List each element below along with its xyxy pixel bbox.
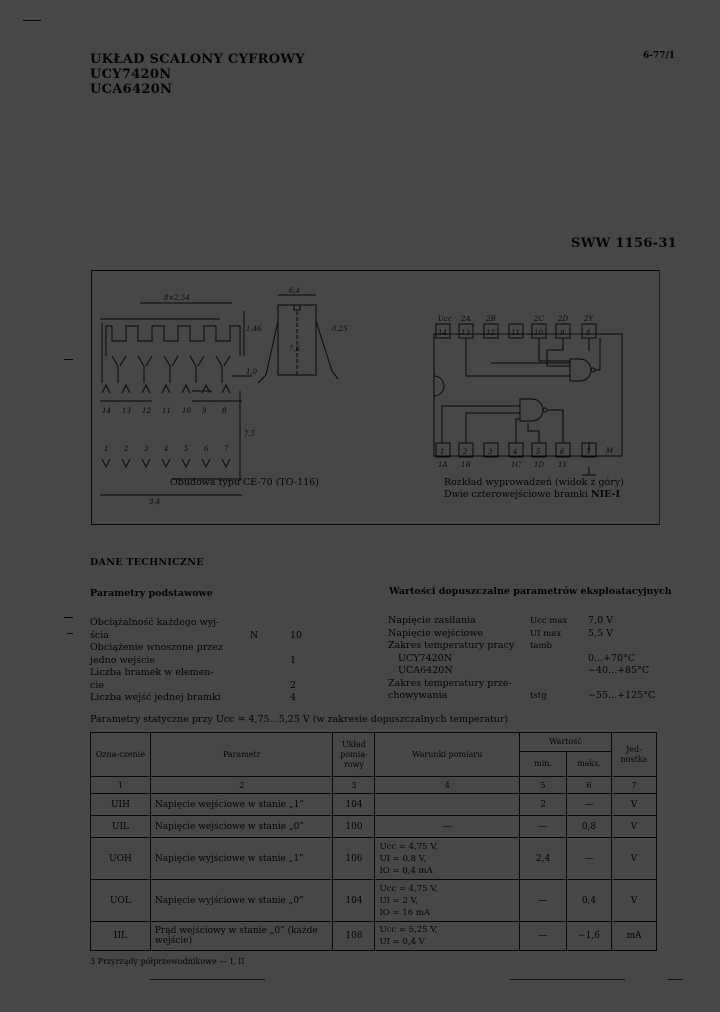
svg-text:3: 3 [488,448,493,456]
title-line: UKŁAD SCALONY CYFROWY [90,52,305,67]
package-end-view [258,287,348,383]
param-row: cie 2 [90,679,297,691]
bottom-rule [510,979,625,980]
nand-gate-2 [570,359,591,381]
svg-text:7: 7 [586,448,591,456]
svg-text:5: 5 [184,445,189,453]
param-row: Liczba bramek w elemen- [90,667,214,678]
svg-text:0,25: 0,25 [332,325,348,333]
table-row: IIL Prąd wejściowy w stanie „0” (każde wejście) 108 Ucc = 5,25 V, UI = 0,4 V — −1,6 mA [91,922,657,951]
package-side-view [100,294,262,391]
svg-text:2A: 2A [461,315,471,323]
limit-row: Zakres temperatury prze- [388,677,512,689]
col-unit: Jed-nostka [611,733,656,777]
static-params-table [90,732,657,951]
part-number-ucy: UCY7420N [90,67,172,82]
col-designation: Ozna-czenie [91,733,151,777]
col-value: Wartość [520,733,612,752]
svg-text:12: 12 [142,407,151,415]
svg-text:8: 8 [586,329,591,337]
section-title: DANE TECHNICZNE [90,557,204,568]
svg-text:1: 1 [440,448,445,456]
svg-text:12: 12 [486,329,495,337]
svg-text:7,6: 7,6 [289,345,301,353]
svg-text:1Y: 1Y [558,461,568,469]
pinout-diagram [434,315,622,475]
pinout-caption-line1: Rozkład wyprowadzeń (widok z góry) [444,477,624,488]
svg-text:10: 10 [182,407,191,415]
limits-heading: Wartości dopuszczalne parametrów eksploatacyjnych [389,586,672,597]
table-row: UIL Napięcie wejściowe w stanie „0” 100 — — 0,8 V [91,816,657,838]
col-max: maks. [567,752,612,777]
margin-mark [67,633,73,634]
gate-type: NIE-I [591,489,620,500]
svg-text:3,4: 3,4 [149,498,161,506]
svg-text:6: 6 [560,448,565,456]
svg-text:1: 1 [104,445,109,453]
table-row: UOH Napięcie wyjściowe w stanie „1” 106 Ucc = 4,75 V, UI = 0,8 V, IO = 0,4 mA 2,4 — V [91,838,657,880]
bottom-rule [150,979,265,980]
limit-row: Napięcie wejściowe UI max 5,5 V [388,627,613,639]
margin-mark [64,359,73,360]
bottom-rule [668,979,683,980]
basic-params-list [90,617,305,705]
col-parameter: Parametr [150,733,333,777]
col-circuit: Układ pomia-rowy [333,733,375,777]
document-title [90,52,305,97]
param-row: jedno wejście 1 [90,654,297,666]
table-header-row [91,733,657,752]
svg-text:14: 14 [438,329,447,337]
col-min: min. [520,752,567,777]
svg-text:2C: 2C [534,315,544,323]
param-row: ścia N 10 [90,629,303,641]
param-row: Obciążalność każdego wyj- [90,617,220,628]
svg-text:4: 4 [164,445,169,453]
svg-text:8×2,54: 8×2,54 [164,294,190,302]
svg-text:1B: 1B [461,461,471,469]
svg-text:M: M [606,447,614,455]
pinout-caption-line2 [444,489,620,500]
svg-text:1,46: 1,46 [246,325,262,333]
svg-text:2: 2 [463,448,468,456]
limits-list [388,615,668,703]
svg-text:10: 10 [534,329,543,337]
nand-gate-1 [520,399,543,421]
svg-text:14: 14 [102,407,111,415]
basic-params-heading: Parametry podstawowe [90,588,213,599]
svg-text:9: 9 [560,329,565,337]
svg-text:2Y: 2Y [584,315,594,323]
table-row: UOL Napięcie wyjściowe w stanie „0” 104 Ucc = 4,75 V, UI = 2 V, IO = 16 mA — 0,4 V [91,880,657,922]
svg-text:13: 13 [122,407,131,415]
limit-row: Zakres temperatury pracy tamb [388,640,552,651]
page-number: 6-77/1 [643,51,676,61]
svg-text:1,0: 1,0 [246,368,258,376]
svg-text:13: 13 [461,329,470,337]
svg-text:9: 9 [202,407,207,415]
svg-text:6,4: 6,4 [289,287,301,295]
svg-text:11: 11 [511,329,520,337]
svg-text:2B: 2B [486,315,496,323]
svg-text:1C: 1C [511,461,521,469]
svg-text:1D: 1D [534,461,545,469]
svg-text:2D: 2D [558,315,569,323]
footnote: 3 Przyrządy półprzewodnikowe — I, II [90,957,245,966]
svg-text:5: 5 [536,448,541,456]
param-row: Liczba wejść jednej bramki 4 [90,692,297,703]
svg-text:1A: 1A [438,461,448,469]
svg-text:2: 2 [124,445,129,453]
svg-text:7: 7 [224,445,229,453]
package-caption: Obudowa typu CE-70 (TO-116) [170,477,319,488]
limit-row: UCY7420N 0...+70°C [398,652,636,664]
part-number-uca: UCA6420N [90,82,173,97]
standard-code: SWW 1156-31 [571,236,678,251]
corner-mark [23,20,41,21]
limit-row: UCA6420N −40...+85°C [398,665,650,676]
svg-text:6: 6 [204,445,209,453]
limit-row: chowywania tstg −55...+125°C [388,690,656,701]
table-row: UIH Napięcie wejściowe w stanie „1” 104 2 — V [91,794,657,816]
svg-text:4: 4 [513,448,518,456]
figure-panel [91,270,660,525]
margin-mark [64,617,73,618]
col-conditions: Warunki pomiaru [375,733,520,777]
svg-text:3: 3 [144,445,149,453]
svg-text:Ucc: Ucc [438,315,452,323]
param-row: Obciążenie wnoszone przez [90,642,223,653]
column-number-row: 1 2 3 4 5 6 7 [91,777,657,794]
pinout-caption-text: Dwie czterowejściowe bramki [444,489,591,500]
static-params-title: Parametry statyczne przy Ucc = 4,75...5,25 V (w zakresie dopuszczalnych temperatur) [90,714,509,725]
svg-text:11: 11 [162,407,171,415]
limit-row: Napięcie zasilania Ucc max 7,0 V [388,615,613,626]
svg-text:8: 8 [222,407,227,415]
svg-text:7,5: 7,5 [244,430,256,438]
